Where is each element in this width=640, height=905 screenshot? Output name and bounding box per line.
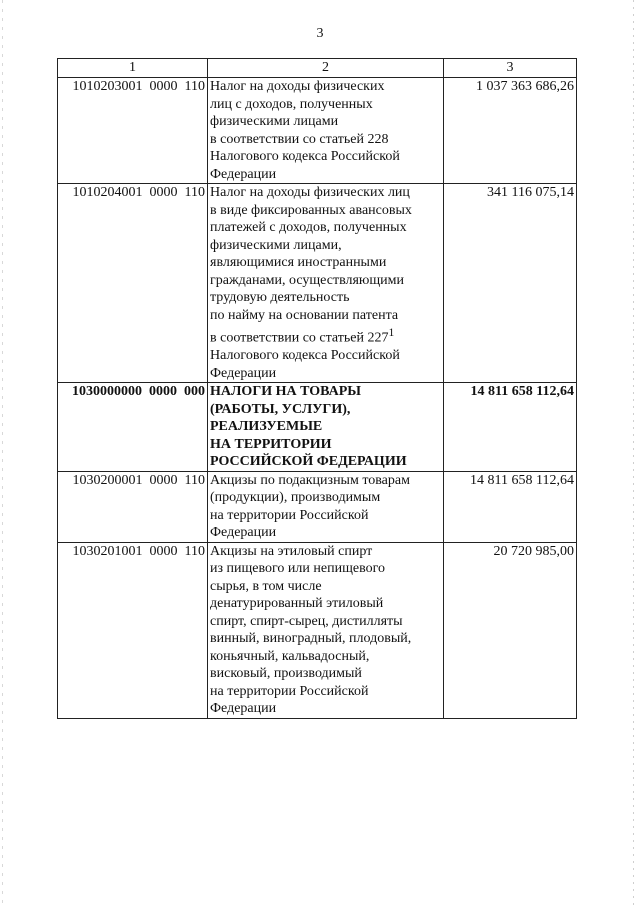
- page-number: 3: [316, 26, 324, 41]
- revenue-name: НАЛОГИ НА ТОВАРЫ (РАБОТЫ, УСЛУГИ), РЕАЛИЗУЕМЫЕ НА ТЕРРИТОРИИ РОССИЙСКОЙ ФЕДЕРАЦИИ: [208, 383, 444, 472]
- revenue-amount: 14 811 658 112,64: [444, 383, 577, 472]
- revenue-amount: 14 811 658 112,64: [444, 471, 577, 542]
- column-header-3: 3: [444, 59, 577, 78]
- column-header-1: 1: [58, 59, 208, 78]
- revenue-code: 1030200001 0000 110: [58, 471, 208, 542]
- table-header-row: [58, 59, 577, 78]
- revenue-name: Налог на доходы физических лиц с доходов, полученных физическими лицами в соответствии со статьей 228 Налогового кодекса Российской Федерации: [208, 78, 444, 184]
- revenue-name: Акцизы по подакцизным товарам (продукции), производимым на территории Российской Федерации: [208, 471, 444, 542]
- table-row: [58, 184, 577, 383]
- revenue-code: 1030201001 0000 110: [58, 542, 208, 718]
- revenue-amount: 1 037 363 686,26: [444, 78, 577, 184]
- revenue-name-part: Налог на доходы физических лиц в виде фиксированных авансовых платежей с доходов, полученных физическими лицами, являющимися иностранными гражданами, осуществляющими трудовую деятельность по найму на основании патента в соответствии со статьей 227: [210, 185, 412, 346]
- scan-edge-left: [2, 0, 3, 905]
- table-row: [58, 471, 577, 542]
- scan-edge-right: [633, 0, 634, 905]
- table-row: [58, 542, 577, 718]
- revenue-name-part: Налогового кодекса Российской Федерации: [210, 348, 400, 381]
- revenue-name: Акцизы на этиловый спирт из пищевого или непищевого сырья, в том числе денатурированный этиловый спирт, спирт-сырец, дистилляты винный, виноградный, плодовый, коньячный, кальвадосный, висковый, производимый на территории Российской Федерации: [208, 542, 444, 718]
- table-row: [58, 78, 577, 184]
- revenue-amount: 341 116 075,14: [444, 184, 577, 383]
- budget-revenue-table: [57, 58, 577, 719]
- revenue-code: 1010204001 0000 110: [58, 184, 208, 383]
- revenue-name: [208, 184, 444, 383]
- revenue-amount: 20 720 985,00: [444, 542, 577, 718]
- revenue-code: 1030000000 0000 000: [58, 383, 208, 472]
- footnote-superscript: 1: [388, 326, 395, 339]
- table-row-section-total: [58, 383, 577, 472]
- column-header-2: 2: [208, 59, 444, 78]
- revenue-code: 1010203001 0000 110: [58, 78, 208, 184]
